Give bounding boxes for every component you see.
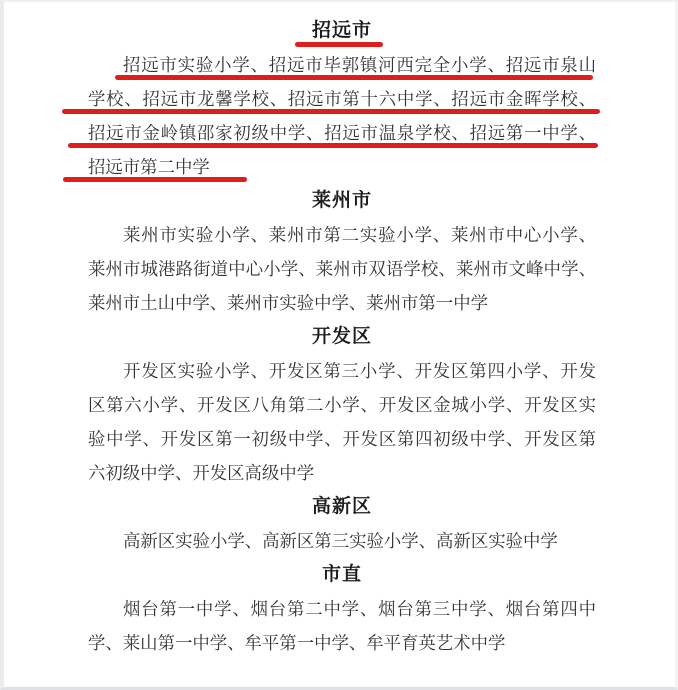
school-list-line: 招远市金岭镇邵家初级中学、招远市温泉学校、招远第一中学、 (88, 116, 596, 150)
school-list-line: 高新区实验小学、高新区第三实验小学、高新区实验中学 (123, 531, 558, 551)
school-list-line: 烟台第一中学、烟台第二中学、烟台第三中学、烟台第四中 (123, 599, 596, 619)
section-title: 招远市 (88, 14, 596, 48)
school-list-line: 学校、招远市龙馨学校、招远市第十六中学、招远市金晖学校、 (88, 82, 596, 116)
school-list-line: 招远市实验小学、招远市毕郭镇河西完全小学、招远市泉山 (88, 48, 596, 82)
section-title: 市直 (321, 564, 362, 585)
school-list-line: 莱州市土山中学、莱州市实验中学、莱州市第一中学 (88, 293, 488, 313)
red-underline-annotation (295, 42, 383, 47)
section-title: 莱州市 (311, 190, 372, 211)
red-underline-annotation (115, 75, 593, 80)
school-list-line: 验中学、开发区第一初级中学、开发区第四初级中学、开发区第 (88, 429, 596, 449)
red-underline-annotation (63, 177, 247, 182)
school-list-line: 莱州市实验小学、莱州市第二实验小学、莱州市中心小学、 (123, 225, 596, 245)
section-title: 高新区 (311, 496, 372, 517)
school-list-line: 招远市第二中学 (88, 150, 596, 184)
school-list-line: 莱州市城港路街道中心小学、莱州市双语学校、莱州市文峰中学、 (88, 259, 596, 279)
section-title: 开发区 (311, 326, 372, 347)
school-list-line: 开发区实验小学、开发区第三小学、开发区第四小学、开发 (123, 361, 596, 381)
school-list-line: 学、莱山第一中学、牟平第一中学、牟平育英艺术中学 (88, 633, 506, 653)
school-list-content (88, 14, 596, 660)
red-underline-annotation (62, 109, 600, 114)
school-list-line: 区第六小学、开发区八角第二小学、开发区金城小学、开发区实 (88, 395, 596, 415)
red-underline-annotation (68, 143, 598, 148)
school-list-line: 六初级中学、开发区高级中学 (88, 463, 315, 483)
